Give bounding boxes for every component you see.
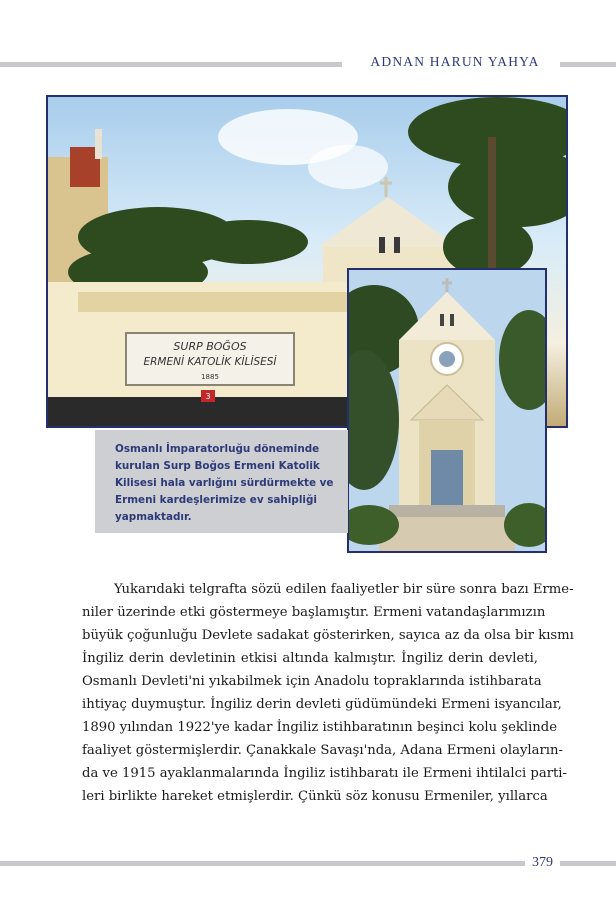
body-line: da ve 1915 ayaklanmalarında İngiliz istihbaratı ile Ermeni ihtilalci parti- [82,766,567,781]
body-line: faaliyet göstermişlerdir. Çanakkale Savaşı'nda, Adana Ermeni olayların- [82,743,563,758]
body-line: İngiliz derin devletinin etkisi altında kalmıştır. İngiliz derin devleti, [82,651,538,666]
caption-line: yapmaktadır. [115,511,192,523]
caption-line: Osmanlı İmparatorluğu döneminde [115,443,320,455]
page-number: 379 [532,855,553,870]
figure-caption [115,441,337,526]
church-facade-illustration [349,270,545,551]
sign-line-1: SURP BOĞOS [173,340,247,353]
church-photo-inset [347,268,547,553]
footer-rule-right [560,861,616,866]
sign-year: 1885 [201,373,219,381]
caption-line: kurulan Surp Boğos Ermeni Katolik [115,460,320,472]
header-rule-right [560,62,616,67]
body-line: Osmanlı Devleti'ni yıkabilmek için Anadolu topraklarında istihbarata [82,674,542,689]
caption-line: Kilisesi hala varlığını sürdürmekte ve [115,477,334,489]
plate-number: 3 [205,392,211,401]
running-header-author: ADNAN HARUN YAHYA [370,54,540,69]
body-line: niler üzerinde etki göstermeye başlamıştır. Ermeni vatandaşlarımızın [82,605,546,620]
body-paragraph [82,578,574,808]
header-rule-left [0,62,342,67]
sign-line-2: ERMENİ KATOLİK KİLİSESİ [143,356,277,368]
footer-rule-left [0,861,525,866]
body-line: 1890 yılından 1922'ye kadar İngiliz istihbaratının beşinci kolu şeklinde [82,720,558,735]
body-line: büyük çoğunluğu Devlete sadakat gösterirken, sayıca az da olsa bir kısmı [82,628,574,643]
body-line: leri birlikte hareket etmişlerdir. Çünkü söz konusu Ermeniler, yıllarca [82,789,548,804]
caption-line: Ermeni kardeşlerimize ev sahipliği [115,494,317,506]
body-line: Yukarıdaki telgrafta sözü edilen faaliyetler bir süre sonra bazı Erme- [114,582,574,597]
body-line: ihtiyaç duymuştur. İngiliz derin devleti güdümündeki Ermeni isyancılar, [82,697,562,712]
